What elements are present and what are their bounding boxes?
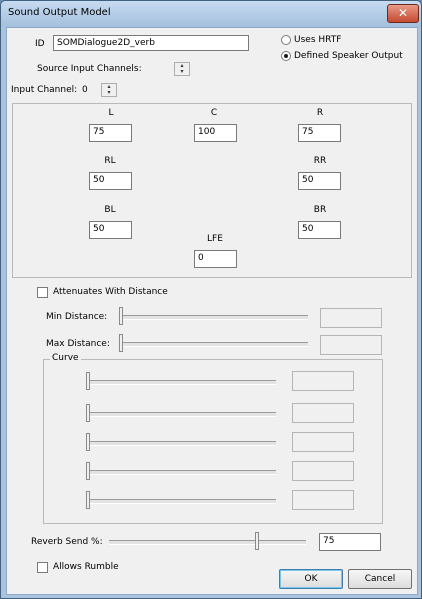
source-input-channels-label: Source Input Channels:: [37, 64, 142, 74]
spin-down-icon[interactable]: ▾: [180, 68, 184, 75]
id-label: ID: [35, 39, 45, 49]
curve-track-5[interactable]: [90, 499, 276, 504]
speaker-levels-group: [12, 103, 412, 278]
curve-field-3[interactable]: [292, 432, 354, 452]
curve-track-3[interactable]: [90, 441, 276, 446]
allows-rumble-label: Allows Rumble: [53, 562, 119, 572]
input-channel-value: 0: [82, 85, 88, 95]
defined-speaker-output-label: Defined Speaker Output: [294, 51, 403, 61]
attenuates-label: Attenuates With Distance: [53, 287, 168, 297]
min-distance-slider-thumb[interactable]: [119, 307, 123, 325]
speaker-field-c[interactable]: 100: [194, 124, 237, 142]
attenuates-checkbox[interactable]: [37, 287, 48, 298]
min-distance-track[interactable]: [122, 315, 308, 320]
input-channel-label: Input Channel:: [11, 85, 78, 95]
curve-label: Curve: [52, 353, 79, 363]
min-distance-label: Min Distance:: [46, 312, 108, 322]
curve-group: [43, 353, 383, 524]
id-field[interactable]: SOMDialogue2D_verb: [53, 35, 249, 51]
reverb-track[interactable]: [109, 540, 306, 545]
max-distance-label: Max Distance:: [46, 339, 110, 349]
speaker-field-l[interactable]: 75: [89, 124, 132, 142]
title-bar[interactable]: [1, 1, 421, 27]
speaker-field-rl[interactable]: 50: [89, 172, 132, 190]
curve-track-4[interactable]: [90, 470, 276, 475]
window-title: Sound Output Model: [8, 7, 111, 18]
speaker-label-rl: RL: [104, 156, 116, 166]
dialog-client: [6, 27, 418, 595]
spin-up-icon[interactable]: ▴: [180, 62, 184, 69]
source-channels-spinner[interactable]: [174, 62, 190, 76]
max-distance-field[interactable]: [320, 335, 382, 355]
reverb-send-label: Reverb Send %:: [31, 537, 103, 547]
speaker-label-c: C: [210, 108, 218, 118]
reverb-slider-thumb[interactable]: [255, 532, 259, 550]
speaker-label-bl: BL: [104, 205, 116, 215]
curve-slider-thumb-4[interactable]: [86, 462, 90, 480]
curve-slider-thumb-2[interactable]: [86, 404, 90, 422]
max-distance-track[interactable]: [122, 342, 308, 347]
curve-slider-thumb-5[interactable]: [86, 491, 90, 509]
defined-speaker-output-radio[interactable]: [281, 51, 291, 61]
curve-field-2[interactable]: [292, 403, 354, 423]
curve-field-4[interactable]: [292, 461, 354, 481]
uses-hrtf-radio[interactable]: [281, 35, 291, 45]
speaker-field-r[interactable]: 75: [298, 124, 341, 142]
input-channel-spinner[interactable]: [101, 83, 117, 97]
speaker-label-br: BR: [313, 205, 327, 215]
speaker-label-l: L: [108, 108, 114, 118]
speaker-label-r: R: [316, 108, 324, 118]
curve-track-2[interactable]: [90, 412, 276, 417]
speaker-field-bl[interactable]: 50: [89, 221, 132, 239]
spin-up-icon[interactable]: ▴: [107, 83, 111, 90]
curve-field-5[interactable]: [292, 490, 354, 510]
speaker-field-br[interactable]: 50: [298, 221, 341, 239]
allows-rumble-checkbox[interactable]: [37, 562, 48, 573]
curve-slider-thumb-3[interactable]: [86, 433, 90, 451]
curve-track-1[interactable]: [90, 380, 276, 385]
uses-hrtf-label: Uses HRTF: [294, 35, 342, 45]
spin-down-icon[interactable]: ▾: [107, 89, 111, 96]
speaker-field-lfe[interactable]: 0: [194, 250, 237, 268]
min-distance-field[interactable]: [320, 308, 382, 328]
curve-slider-thumb-1[interactable]: [86, 372, 90, 390]
reverb-send-field[interactable]: 75: [319, 533, 381, 551]
speaker-field-rr[interactable]: 50: [298, 172, 341, 190]
ok-button[interactable]: OK: [279, 569, 343, 589]
close-button[interactable]: ✕: [387, 4, 419, 23]
cancel-button[interactable]: Cancel: [348, 569, 412, 589]
speaker-label-lfe: LFE: [207, 234, 223, 244]
max-distance-slider-thumb[interactable]: [119, 334, 123, 352]
speaker-label-rr: RR: [313, 156, 327, 166]
curve-field-1[interactable]: [292, 371, 354, 391]
